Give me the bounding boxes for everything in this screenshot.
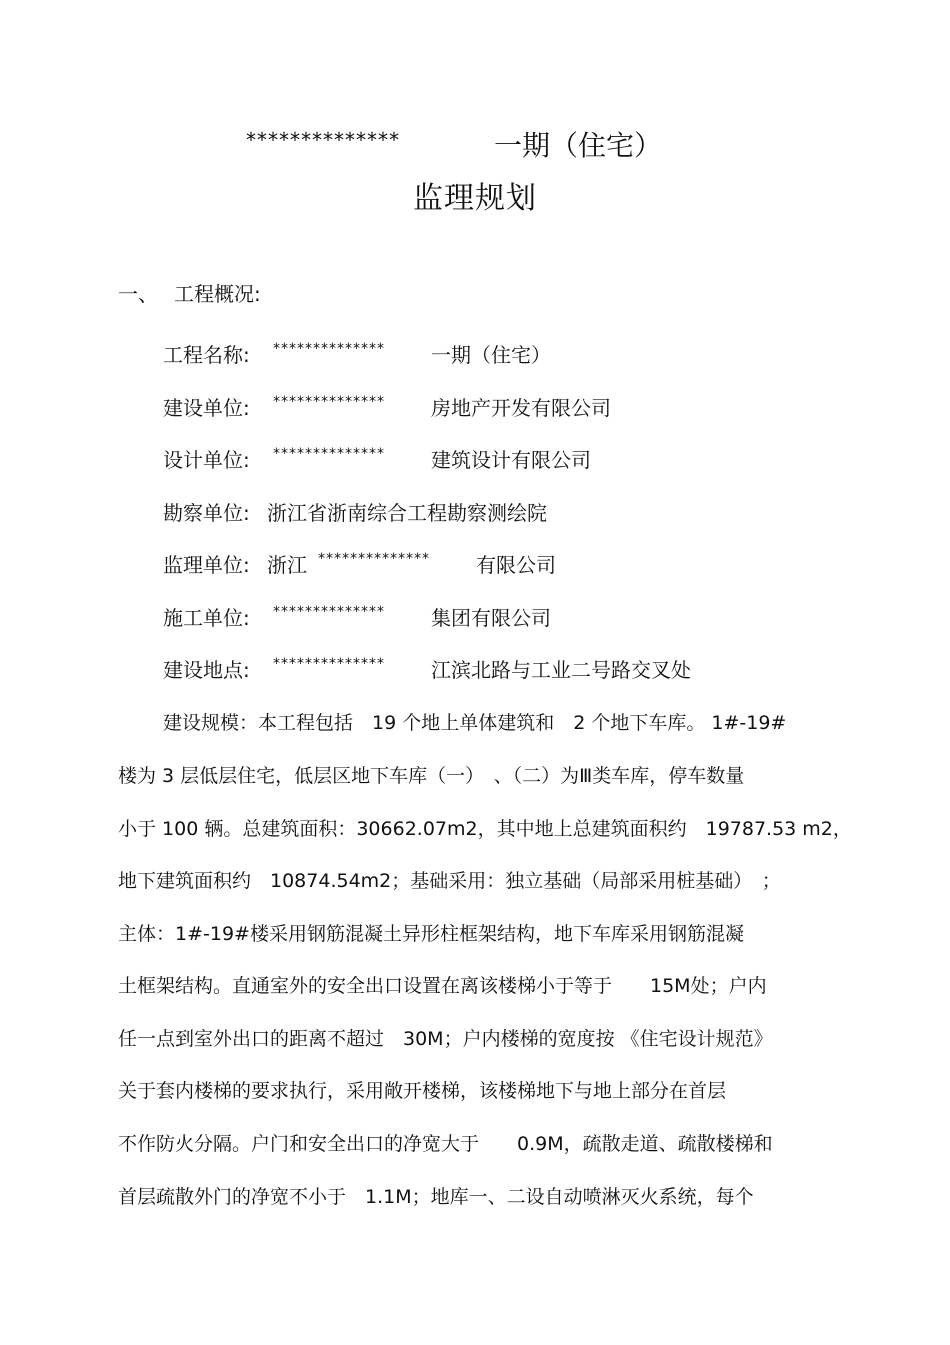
info-label: 监理单位: — [163, 553, 250, 577]
body-line: 地下建筑面积约 10874.54m2；基础采用：独立基础（局部采用桩基础） ； — [118, 870, 781, 892]
info-row-contractor — [163, 602, 863, 630]
section-title: 工程概况: — [174, 282, 261, 306]
info-redacted-stars: ************** — [273, 656, 385, 672]
info-redacted-stars: ************** — [273, 446, 385, 462]
body-line: 首层疏散外门的净宽不小于 1.1M；地库一、二设自动喷淋灭火系统，每个 — [118, 1186, 754, 1208]
info-label: 设计单位: — [163, 448, 250, 472]
info-row-owner — [163, 392, 863, 420]
info-label: 施工单位: — [163, 606, 250, 630]
info-redacted-stars: ************** — [273, 394, 385, 410]
info-row-surveyor — [163, 497, 863, 525]
info-label: 勘察单位: — [163, 501, 250, 525]
info-redacted-stars: ************** — [273, 341, 385, 357]
info-row-location — [163, 654, 863, 682]
info-redacted-stars: ************** — [318, 551, 430, 567]
info-value: 江滨北路与工业二号路交叉处 — [431, 658, 691, 682]
info-value: 浙江省浙南综合工程勘察测绘院 — [267, 501, 547, 525]
title-redacted-stars: ************** — [246, 128, 400, 152]
body-line: 土框架结构。直通室外的安全出口设置在离该楼梯小于等于 15M处；户内 — [118, 975, 767, 997]
info-label: 工程名称: — [163, 343, 250, 367]
info-label: 建设地点: — [163, 658, 250, 682]
body-line: 关于套内楼梯的要求执行，采用敞开楼梯，该楼梯地下与地上部分在首层 — [118, 1080, 727, 1102]
info-row-supervisor — [163, 549, 863, 577]
info-row-project-name — [163, 339, 863, 367]
info-value: 建筑设计有限公司 — [431, 448, 591, 472]
section-heading — [118, 278, 261, 307]
info-value: 一期（住宅） — [431, 343, 551, 367]
info-value: 房地产开发有限公司 — [431, 396, 611, 420]
section-number: 一、 — [118, 282, 158, 306]
body-line: 建设规模：本工程包括 19 个地上单体建筑和 2 个地下车库。 1#-19# — [163, 712, 787, 734]
body-line: 不作防火分隔。户门和安全出口的净宽大于 0.9M，疏散走道、疏散楼梯和 — [118, 1133, 773, 1155]
body-line: 小于 100 辆。总建筑面积：30662.07m2，其中地上总建筑面积约 19787.53 m2， — [118, 818, 852, 840]
info-label: 建设单位: — [163, 396, 250, 420]
body-line: 任一点到室外出口的距离不超过 30M；户内楼梯的宽度按 《住宅设计规范》 — [118, 1028, 773, 1050]
document-subtitle: 监理规划 — [413, 181, 537, 216]
document-title — [0, 124, 950, 164]
info-value-prefix: 浙江 — [267, 553, 307, 577]
title-suffix: 一期（住宅） — [494, 129, 663, 162]
info-row-designer — [163, 444, 863, 472]
body-line: 主体：1#-19#楼采用钢筋混凝土异形柱框架结构，地下车库采用钢筋混凝 — [118, 923, 744, 945]
info-redacted-stars: ************** — [273, 604, 385, 620]
info-value: 有限公司 — [476, 553, 556, 577]
body-line: 楼为 3 层低层住宅，低层区地下车库（一） 、（二）为Ⅲ类车库，停车数量 — [118, 765, 745, 787]
info-value: 集团有限公司 — [431, 606, 551, 630]
